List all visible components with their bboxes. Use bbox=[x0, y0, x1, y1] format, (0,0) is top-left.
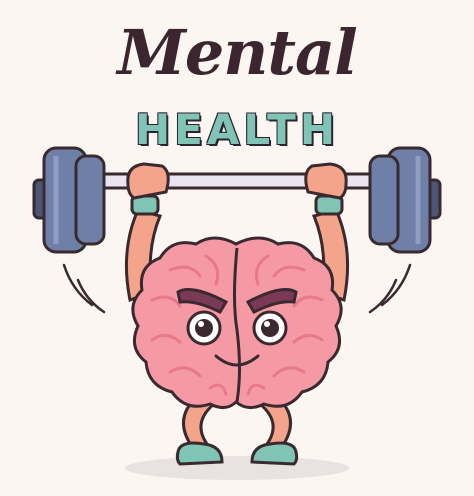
ground-shadow bbox=[125, 456, 349, 480]
barbell-icon bbox=[34, 148, 440, 252]
brain-character bbox=[133, 238, 341, 408]
title-mental: Mental bbox=[117, 16, 357, 89]
title-health: HEALTH bbox=[135, 105, 339, 154]
